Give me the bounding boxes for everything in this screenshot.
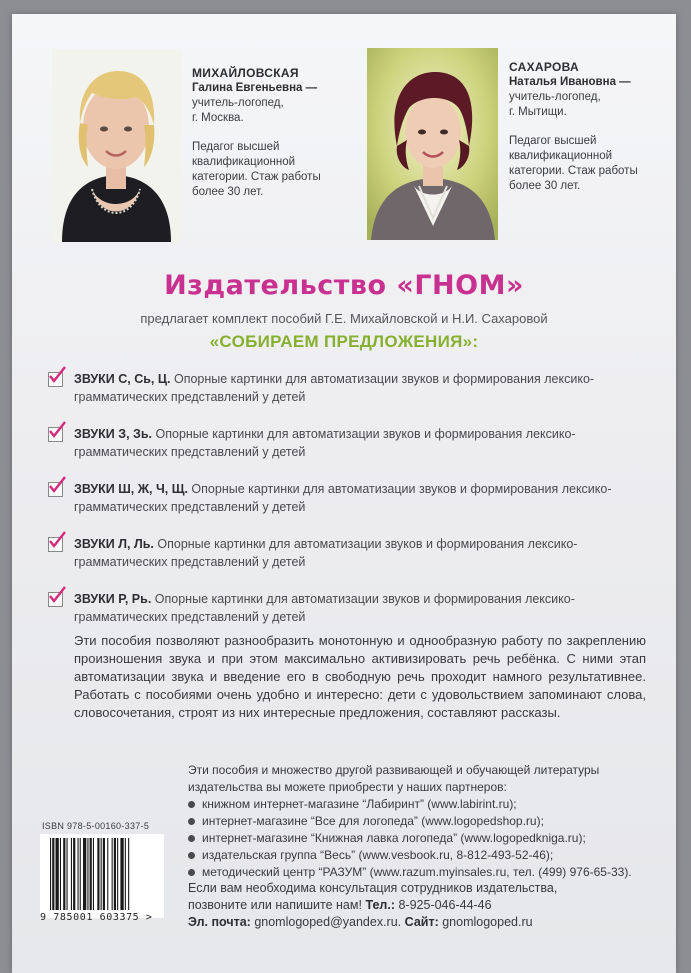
author-desc-line: более 30 лет. xyxy=(192,186,264,198)
partner-item: издательская группа “Весь” (www.vesbook.ru, 8-812-493-52-46); xyxy=(188,847,658,864)
author-surname: МИХАЙЛОВСКАЯ xyxy=(192,66,299,80)
email-label: Эл. почта: xyxy=(188,915,251,929)
book-item xyxy=(48,480,648,516)
book-title: ЗВУКИ Р, Рь. xyxy=(74,592,152,606)
author-desc-line: Педагог высшей xyxy=(192,141,280,153)
author-desc-line: квалификационной xyxy=(509,150,613,162)
author-photo-sakharova xyxy=(367,48,498,240)
book-item xyxy=(48,370,648,406)
author-surname: САХАРОВА xyxy=(509,60,580,74)
offer-subtitle: предлагает комплект пособий Г.Е. Михайловской и Н.И. Сахаровой xyxy=(140,311,548,326)
book-desc: Опорные картинки для автоматизации звуков и формирования лексико-грамматических представлений у детей xyxy=(74,427,576,459)
partner-item: книжном интернет-магазине “Лабиринт” (www.labirint.ru); xyxy=(188,796,658,813)
author-desc-line: более 30 лет. xyxy=(509,180,581,192)
book-title: ЗВУКИ З, Зь. xyxy=(74,427,153,441)
checkmark-icon xyxy=(48,372,63,387)
book-desc: Опорные картинки для автоматизации звуков и формирования лексико-грамматических представлений у детей xyxy=(74,537,578,569)
author-desc-line: квалификационной xyxy=(192,156,296,168)
checkmark-icon xyxy=(48,537,63,552)
book-item xyxy=(48,425,648,461)
book-desc: Опорные картинки для автоматизации звуков и формирования лексико-грамматических представлений у детей xyxy=(74,372,595,404)
author-city: г. Мытищи. xyxy=(509,106,567,118)
contact-line: позвоните или напишите нам! xyxy=(188,898,362,912)
book-desc: Опорные картинки для автоматизации звуков и формирования лексико-грамматических представлений у детей xyxy=(74,592,575,624)
partners-list xyxy=(188,796,658,881)
checkmark-icon xyxy=(48,427,63,442)
author-bio-mikhailovskaya xyxy=(192,66,342,200)
book-title: ЗВУКИ Ш, Ж, Ч, Щ. xyxy=(74,482,188,496)
partners-intro: Эти пособия и множество другой развивающей и обучающей литературы издательства вы можете приобрести у наших партнеров: xyxy=(188,763,600,794)
checkmark-icon xyxy=(48,482,63,497)
author-desc-line: категории. Стаж работы xyxy=(192,171,321,183)
partner-item: интернет-магазине “Книжная лавка логопеда” (www.logopedkniga.ru); xyxy=(188,830,658,847)
barcode-image xyxy=(40,834,164,918)
author-role: учитель-логопед, xyxy=(192,97,284,109)
series-title: «СОБИРАЕМ ПРЕДЛОЖЕНИЯ»: xyxy=(209,332,479,351)
partner-item: интернет-магазине “Все для логопеда” (www.logopedshop.ru); xyxy=(188,813,658,830)
contact-block xyxy=(188,880,658,931)
author-name: Наталья Ивановна — xyxy=(509,76,631,88)
isbn-label: ISBN 978-5-00160-337-5 xyxy=(42,821,150,831)
book-item xyxy=(48,535,648,571)
author-name: Галина Евгеньевна — xyxy=(192,82,318,94)
phone-number: 8-925-046-44-46 xyxy=(398,898,492,912)
back-cover-page xyxy=(12,14,676,973)
book-item xyxy=(48,590,648,626)
book-title: ЗВУКИ Л, Ль. xyxy=(74,537,154,551)
author-bio-sakharova xyxy=(509,60,669,194)
partner-item: методический центр “РАЗУМ” (www.razum.myinsales.ru, тел. (499) 976-65-33). xyxy=(188,864,658,881)
checkmark-icon xyxy=(48,592,63,607)
book-title: ЗВУКИ С, Сь, Ц. xyxy=(74,372,171,386)
site-label: Сайт: xyxy=(404,915,439,929)
barcode-number: 9 785001 603375 > xyxy=(40,912,153,923)
partners-block xyxy=(188,762,658,881)
site-address: gnomlogoped.ru xyxy=(442,915,533,929)
author-role: учитель-логопед, xyxy=(509,91,601,103)
book-desc: Опорные картинки для автоматизации звуков и формирования лексико-грамматических представлений у детей xyxy=(74,482,612,514)
email-address: gnomlogoped@yandex.ru. xyxy=(254,915,402,929)
author-desc-line: Педагог высшей xyxy=(509,135,597,147)
author-city: г. Москва. xyxy=(192,112,244,124)
description-paragraph: Эти пособия позволяют разнообразить монотонную и однообразную работу по закреплению произношения звука и при этом максимально активизировать речь ребёнка. С ними этап автоматизации звука и введение его в свободную речь проходит намного результативнее. Работать с пособиями очень удобно и интересно: дети с удовольствием запоминают слова, словосочетания, строят из них интересные предложения, составляют рассказы. xyxy=(74,633,646,720)
author-photo-mikhailovskaya xyxy=(52,49,181,242)
author-desc-line: категории. Стаж работы xyxy=(509,165,638,177)
contact-line: Если вам необходима консультация сотрудников издательства, xyxy=(188,881,558,895)
publisher-title: Издательство «ГНОМ» xyxy=(164,270,524,301)
tel-label: Тел.: xyxy=(365,898,395,912)
